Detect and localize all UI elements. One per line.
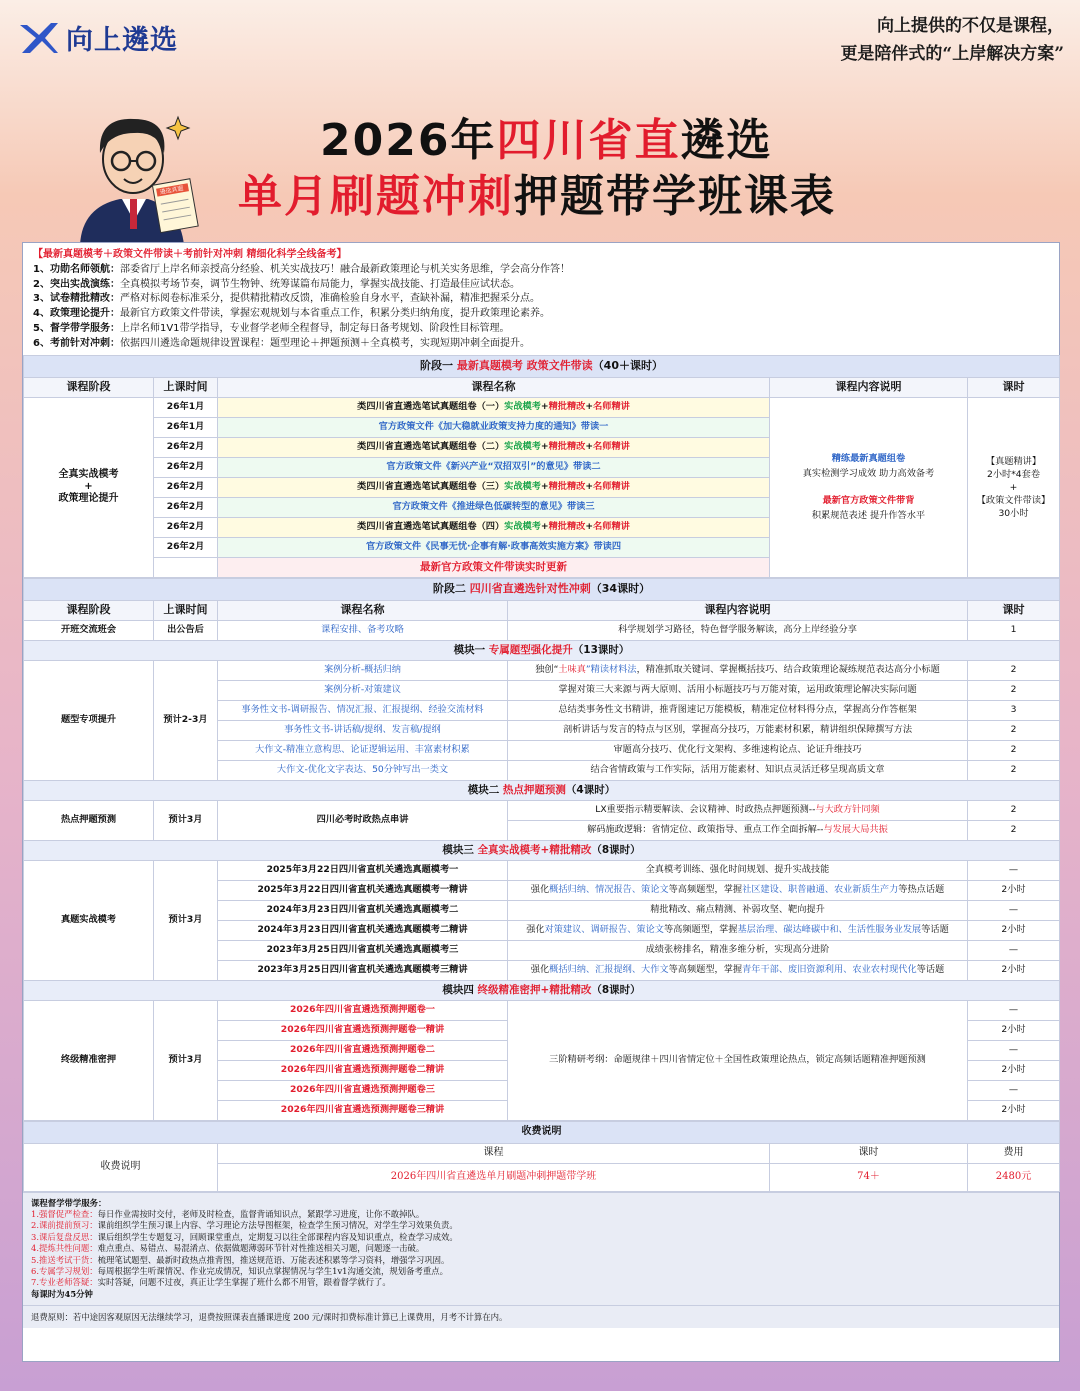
m4-row — [24, 1000, 1060, 1020]
refund-policy: 退费原则：若中途因客观原因无法继续学习，退费按照课表直播课进度 200 元/课时扣费标准计算已上课费用，月考不计算在内。 — [23, 1305, 1059, 1328]
course-name: 类四川省直遴选笔试真题组卷（一）实战模考+精批精改+名师精讲 — [218, 397, 770, 417]
course-name: 2026年四川省直遴选预测押题卷一精讲 — [218, 1020, 508, 1040]
hours: 2小时 — [968, 960, 1060, 980]
desc-b1: 最新官方政策文件带背 — [822, 495, 915, 507]
stage: 开班交流班会 — [24, 620, 154, 640]
p1: 强化 — [530, 964, 550, 976]
hours: 3 — [968, 700, 1060, 720]
note-key: 7.专业老师答疑： — [31, 1277, 98, 1288]
hours: 1 — [968, 620, 1060, 640]
note-text: 课前组织学生预习课上内容、学习理论方法导图框架，检查学生预习情况，对学生学习效果负责。 — [97, 1220, 458, 1231]
note-item — [31, 1255, 1051, 1266]
stage: 题型专项提升 — [24, 660, 154, 780]
tag-grading: 精批精改 — [548, 401, 586, 413]
open-class-row — [24, 620, 1060, 640]
course-desc — [508, 880, 968, 900]
course-desc — [508, 660, 968, 680]
phase1-row — [24, 397, 1060, 417]
note-text: 每日作业需按时交付，老师及时检查，监督背诵知识点，紧跟学习进度，让你不敢掉队。 — [97, 1208, 425, 1219]
note-text: 每周根据学生听课情况、作业完成情况，知识点掌握情况与学生1v1沟通交流，规划备考重点。 — [97, 1266, 449, 1277]
note-item — [31, 1243, 1051, 1254]
intro-item — [33, 292, 1049, 307]
note-key: 6.专属学习规划： — [31, 1266, 98, 1277]
module-hours: （8课时） — [591, 984, 641, 997]
course-name: 事务性文书-调研报告、情况汇报、汇报提纲、经验交流材料 — [218, 700, 508, 720]
desc-gap — [773, 481, 964, 493]
course-name: 2024年3月23日四川省直机关遴选真题模考二 — [218, 900, 508, 920]
time: 预计2-3月 — [154, 660, 218, 780]
fee-label: 收费说明 — [24, 1143, 218, 1191]
intro-heading: 【最新真题模考＋政策文件带读＋考前针对冲刺 精细化科学全线备考】 — [33, 249, 347, 260]
hours-line: 2小时*4套卷 — [986, 468, 1041, 480]
p2: 等高频题型，掌握 — [664, 924, 738, 936]
fee-title: 收费说明 — [24, 1121, 1060, 1143]
course-name: 2026年四川省直遴选预测押题卷二 — [218, 1040, 508, 1060]
col-name: 课程名称 — [218, 600, 508, 620]
course-name: 官方政策文件《加大稳就业政策支持力度的通知》带读一 — [218, 417, 770, 437]
hours: 2小时 — [968, 1060, 1060, 1080]
note-text: 难点重点、易错点、易混淆点、依据做题薄弱环节针对性推送相关习题，问题逐一击破。 — [97, 1243, 425, 1254]
hours: — — [968, 900, 1060, 920]
module-label: 模块四 — [442, 984, 478, 997]
tag-mock: 实战模考 — [504, 441, 541, 453]
row-time: 26年1月 — [154, 417, 218, 437]
hours: 2 — [968, 660, 1060, 680]
module-header-m1 — [24, 640, 1060, 660]
intro-item-text: 严格对标阅卷标准采分，提供精批精改反馈，准确检验自身水平，查缺补漏，精准把握采分点。 — [119, 293, 540, 305]
p3: 等话题 — [921, 924, 949, 936]
col-name: 课程名称 — [218, 377, 770, 397]
hours: — — [968, 940, 1060, 960]
intro-item-key: 4、政策理论提升： — [33, 308, 120, 320]
course-desc: 全真模考训练、强化时间规划、提升实战技能 — [508, 860, 968, 880]
hours-line: 30小时 — [998, 507, 1029, 519]
module-header-m3 — [24, 840, 1060, 860]
p3: 等话题 — [916, 964, 945, 976]
note-text: 课后组织学生专题复习，回顾课堂重点，定期复习以往全部课程内容及知识重点，检查学习成效。 — [97, 1231, 458, 1242]
intro-item — [33, 278, 1049, 293]
intro-block — [23, 243, 1059, 355]
desc-a1: 精练最新真题组卷 — [831, 453, 906, 465]
course-name: 2026年四川省直遴选预测押题卷三 — [218, 1080, 508, 1100]
course-desc: 结合省情政策与工作实际，活用万能素材、知识点灵活迁移呈现高质文章 — [508, 760, 968, 780]
course-desc — [508, 920, 968, 940]
notes-list — [31, 1209, 1051, 1289]
note-key: 2.课前提前预习： — [31, 1220, 98, 1231]
tag-mock: 实战模考 — [504, 481, 541, 493]
p2: 等高频题型，掌握 — [668, 884, 743, 896]
fee-col-hours: 课时 — [770, 1143, 968, 1163]
slogan — [840, 12, 1064, 68]
hours: — — [968, 1080, 1060, 1100]
p1: 强化 — [530, 884, 550, 896]
title-year: 2026年 — [320, 115, 497, 166]
b1: 概括归纳、情况报告、策论文 — [549, 884, 669, 896]
intro-item-key: 2、突出实战演练： — [33, 278, 120, 290]
b2: 基层治理、碳达峰碳中和、生活性服务业发展 — [737, 924, 922, 936]
col-hours: 课时 — [968, 600, 1060, 620]
tag-lecture: 名师精讲 — [593, 481, 630, 493]
tag-mock: 实战模考 — [504, 401, 541, 413]
fee-col-course: 课程 — [218, 1143, 770, 1163]
phase1-stage — [24, 397, 154, 577]
desc-mid: ”精读材料法 — [585, 664, 637, 676]
tag-grading: 精批精改 — [548, 481, 586, 493]
row-time: 26年1月 — [154, 397, 218, 417]
module-name: 专属题型强化提升 — [488, 644, 573, 657]
title-exam: 遴选 — [680, 115, 773, 166]
title-course: 单月刷题冲刺 — [238, 171, 514, 222]
course-name: 类四川省直遴选笔试真题组卷（三）实战模考+精批精改+名师精讲 — [218, 477, 770, 497]
course-name: 类四川省直遴选笔试真题组卷（二）实战模考+精批精改+名师精讲 — [218, 437, 770, 457]
hours: 2 — [968, 760, 1060, 780]
intro-item-text: 部委省厅上岸名师亲授高分经验、机关实战技巧！融合最新政策理论与机关实务思维，学会高分作答！ — [119, 263, 570, 275]
course-desc: 成绩张榜排名，精准多维分析，实现高分进阶 — [508, 940, 968, 960]
module-title — [24, 780, 1060, 800]
intro-item-key: 6、考前针对冲刺： — [33, 337, 120, 349]
module-title — [24, 980, 1060, 1000]
desc-pre: 独创“ — [535, 664, 559, 676]
fee-course: 2026年四川省直遴选单月刷题冲刺押题带学班 — [218, 1163, 770, 1191]
fee-col-price: 费用 — [968, 1143, 1060, 1163]
course-name-update: 最新官方政策文件带读实时更新 — [218, 557, 770, 577]
hours-line: 【真题精讲】 — [985, 455, 1042, 467]
course-name: 官方政策文件《新兴产业“双招双引”的意见》带读二 — [218, 457, 770, 477]
hours: 2小时 — [968, 880, 1060, 900]
course-name: 类四川省直遴选笔试真题组卷（四）实战模考+精批精改+名师精讲 — [218, 517, 770, 537]
note-key: 4.提炼共性问题： — [31, 1243, 98, 1254]
course-desc: 剖析讲话与发言的特点与区别，掌握高分技巧，万能素材积累，精讲组织保障撰写方法 — [508, 720, 968, 740]
main-title-line-1 — [320, 104, 772, 168]
exam-title: 类四川省直遴选笔试真题组卷（四） — [357, 521, 505, 533]
module-hours: （13课时） — [572, 644, 630, 657]
course-name: 官方政策文件《民事无忧·企事有解·政事高效实施方案》带读四 — [218, 537, 770, 557]
module-label: 模块三 — [442, 844, 478, 857]
exam-title: 类四川省直遴选笔试真题组卷（二） — [357, 441, 505, 453]
note-item — [31, 1277, 1051, 1288]
phase2-table — [23, 578, 1060, 1121]
slogan-line-2: 更是陪伴式的“上岸解决方案” — [840, 44, 1064, 64]
desc-a2: 真实检测学习成效 助力高效备考 — [802, 468, 935, 480]
intro-item-key: 3、试卷精批精改： — [33, 293, 120, 305]
p1: 强化 — [526, 924, 545, 936]
module-name: 全真实战模考+精批精改 — [477, 844, 592, 857]
intro-list — [33, 263, 1049, 352]
col-stage: 课程阶段 — [24, 377, 154, 397]
hours: 2小时 — [968, 1020, 1060, 1040]
time: 预计3月 — [154, 800, 218, 840]
tag-lecture: 名师精讲 — [593, 401, 630, 413]
note-key: 5.推送考试干货： — [31, 1254, 98, 1265]
module-label: 模块二 — [467, 784, 503, 797]
intro-item-text: 全真模拟考场节奏，调节生物钟、统筹谋篇布局能力，掌握实战技能、打造最佳应试状态。 — [119, 278, 520, 290]
stage: 热点押题预测 — [24, 800, 154, 840]
col-desc: 课程内容说明 — [770, 377, 968, 397]
row-time: 26年2月 — [154, 437, 218, 457]
intro-item — [33, 307, 1049, 322]
hours: — — [968, 860, 1060, 880]
course-name: 案例分析-对策建议 — [218, 680, 508, 700]
intro-item-text: 上岸名师1V1带学指导，专业督学老师全程督导，制定每日备考规划、阶段性目标管理。 — [119, 322, 510, 334]
tag-lecture: 名师精讲 — [593, 521, 630, 533]
module-hours: （8课时） — [591, 844, 641, 857]
tag-lecture: 名师精讲 — [593, 441, 630, 453]
desc-b2: 积累规范表述 提升作答水平 — [811, 510, 926, 522]
desc: 科学规划学习路径，特色督学服务解读，高分上岸经验分享 — [508, 620, 968, 640]
course-desc — [508, 800, 968, 820]
intro-item-text: 最新官方政策文件带读，掌握宏观规划与本省重点工作，积累分类归纳角度，提升政策理论素养。 — [119, 308, 550, 320]
time: 出公告后 — [154, 620, 218, 640]
title-region: 四川省直 — [496, 115, 681, 166]
exam-title: 类四川省直遴选笔试真题组卷（三） — [357, 481, 505, 493]
row-time: 26年2月 — [154, 517, 218, 537]
course-name: 2026年四川省直遴选预测押题卷一 — [218, 1000, 508, 1020]
time: 预计3月 — [154, 1000, 218, 1120]
note-item — [31, 1209, 1051, 1220]
course-name: 2023年3月25日四川省直机关遴选真题模考三精讲 — [218, 960, 508, 980]
main-title-line-2 — [238, 160, 836, 224]
phase1-hours — [968, 397, 1060, 577]
module-header-m2 — [24, 780, 1060, 800]
course-desc: 掌握对策三大来源与两大原则、活用小标题技巧与万能对策，运用政策理论解决实际问题 — [508, 680, 968, 700]
intro-item-key: 5、督学带学服务： — [33, 322, 120, 334]
service-notes — [23, 1192, 1059, 1306]
b1: 对策建议、调研报告、策论文 — [544, 924, 664, 936]
col-time: 上课时间 — [154, 600, 218, 620]
time: 预计3月 — [154, 860, 218, 980]
course-name: 2025年3月22日四川省直机关遴选真题模考一精讲 — [218, 880, 508, 900]
phase1-table — [23, 355, 1060, 578]
phase1-title: 阶段一 最新真题模考 政策文件带读（40＋课时） — [24, 355, 1060, 377]
note-key: 3.课后复盘反思： — [31, 1231, 98, 1242]
p3: 等热点话题 — [898, 884, 945, 896]
col-desc: 课程内容说明 — [508, 600, 968, 620]
note-key: 1.强督促严检查： — [31, 1208, 98, 1219]
intro-item — [33, 263, 1049, 278]
course-name: 事务性文书-讲话稿/提纲、发言稿/提纲 — [218, 720, 508, 740]
row-time: 26年2月 — [154, 477, 218, 497]
stage: 真题实战模考 — [24, 860, 154, 980]
desc-main: LX重要指示精要解读、会议精神、时政热点押题预测-- — [595, 804, 816, 816]
intro-item — [33, 337, 1049, 352]
intro-item — [33, 322, 1049, 337]
row-time: 26年2月 — [154, 457, 218, 477]
desc-tag: 与发展大局共振 — [823, 824, 888, 836]
module-name: 终级精准密押+精批精改 — [477, 984, 592, 997]
stage: 终级精准密押 — [24, 1000, 154, 1120]
b2: 青年干部、废旧资源利用、农业农村现代化 — [742, 964, 917, 976]
note-text: 梳理笔试题型、最新时政热点推背图，推送规范语、万能表述积累等学习资料，增强学习巩固。 — [97, 1254, 450, 1265]
note-item — [31, 1266, 1051, 1277]
intro-item-key: 1、功勋名师领航： — [33, 263, 120, 275]
row-time: 26年2月 — [154, 497, 218, 517]
schedule-sheet — [22, 242, 1060, 1362]
course-name: 2026年四川省直遴选预测押题卷二精讲 — [218, 1060, 508, 1080]
course-name: 2023年3月25日四川省直机关遴选真题模考三 — [218, 940, 508, 960]
hours: 2 — [968, 820, 1060, 840]
b1: 概括归纳、汇报提纲、大作文 — [549, 964, 669, 976]
note-item — [31, 1220, 1051, 1231]
stage-plus: + — [84, 481, 93, 493]
fee-price: 2480元 — [968, 1163, 1060, 1191]
brand-logo — [18, 18, 178, 57]
title-schedule: 押题带学班课表 — [514, 171, 836, 222]
hours: — — [968, 1000, 1060, 1020]
hours: 2小时 — [968, 920, 1060, 940]
stage-line-a: 全真实战模考 — [58, 469, 119, 481]
module-hours: （4课时） — [565, 784, 616, 797]
m2-row — [24, 800, 1060, 820]
course-name: 大作文-优化文字表达、50分钟写出一类文 — [218, 760, 508, 780]
course-name: 大作文-精准立意构思、论证逻辑运用、丰富素材积累 — [218, 740, 508, 760]
hours: 2 — [968, 740, 1060, 760]
tag-grading: 精批精改 — [548, 521, 586, 533]
brand-name: 向上遴选 — [66, 25, 178, 56]
course-name: 2024年3月23日四川省直机关遴选真题模考二精讲 — [218, 920, 508, 940]
course-desc — [508, 960, 968, 980]
p2: 等高频题型，掌握 — [668, 964, 743, 976]
hours-line: + — [1009, 481, 1018, 493]
notes-heading: 课程督学带学服务： — [31, 1197, 107, 1208]
hours: 2 — [968, 680, 1060, 700]
course-name: 2025年3月22日四川省直机关遴选真题模考一 — [218, 860, 508, 880]
note-text: 实时答疑，问题不过夜，真正让学生掌握了班什么都不用管，跟着督学就行了。 — [97, 1277, 391, 1288]
teacher-illustration — [60, 95, 200, 245]
fee-table — [23, 1121, 1060, 1192]
desc-tag: 与大政方针同频 — [815, 804, 880, 816]
fee-hours: 74＋ — [770, 1163, 968, 1191]
desc-highlight: 土味真 — [558, 664, 586, 676]
course-desc: 三阶精研考纲：命题规律＋四川省情定位＋全国性政策理论热点，锁定高频话题精准押题预测 — [508, 1000, 968, 1120]
module-label: 模块一 — [453, 644, 489, 657]
name: 课程安排、备考攻略 — [218, 620, 508, 640]
row-time-empty — [154, 557, 218, 577]
course-name: 案例分析-概括归纳 — [218, 660, 508, 680]
module-title — [24, 840, 1060, 860]
note-item — [31, 1232, 1051, 1243]
col-stage: 课程阶段 — [24, 600, 154, 620]
col-hours: 课时 — [968, 377, 1060, 397]
phase2-title: 阶段二 四川省直遴选针对性冲刺（34课时） — [24, 578, 1060, 600]
hero-card-label: 遴选真题 — [159, 185, 185, 197]
notes-footer: 每课时为45分钟 — [31, 1288, 93, 1299]
course-desc — [508, 820, 968, 840]
module-name: 热点押题预测 — [502, 784, 566, 797]
course-name: 四川必考时政热点串讲 — [218, 800, 508, 840]
phase1-desc — [770, 397, 968, 577]
module-title — [24, 640, 1060, 660]
intro-item-text: 依据四川遴选命题规律设置课程：题型理论＋押题预测＋全真模考，实现短期冲刺全面提升。 — [119, 337, 530, 349]
hours: 2小时 — [968, 1100, 1060, 1120]
desc-main: 解码施政逻辑：省情定位、政策指导、重点工作全面拆解-- — [587, 824, 824, 836]
row-time: 26年2月 — [154, 537, 218, 557]
tag-grading: 精批精改 — [548, 441, 586, 453]
hours-line: 【政策文件带读】 — [976, 494, 1051, 506]
hours: 2 — [968, 800, 1060, 820]
course-name: 2026年四川省直遴选预测押题卷三精讲 — [218, 1100, 508, 1120]
module-header-m4 — [24, 980, 1060, 1000]
hours: — — [968, 1040, 1060, 1060]
course-desc: 总结类事务性文书精讲，推背图速记万能模板，精准定位材料得分点，掌握高分作答框架 — [508, 700, 968, 720]
logo-x-icon — [18, 21, 60, 55]
m1-row — [24, 660, 1060, 680]
m3-row — [24, 860, 1060, 880]
exam-title: 类四川省直遴选笔试真题组卷（一） — [357, 401, 505, 413]
hours: 2 — [968, 720, 1060, 740]
desc-post: ，精准抓取关键词、掌握概括技巧、结合政策理论凝练规范表达高分小标题 — [636, 664, 940, 676]
course-desc: 精批精改、痛点精测、补弱攻坚、靶向提升 — [508, 900, 968, 920]
tag-mock: 实战模考 — [504, 521, 541, 533]
course-desc: 审题高分技巧、优化行文架构、多维速构论点、论证升维技巧 — [508, 740, 968, 760]
b2: 社区建设、职普融通、农业新质生产力 — [742, 884, 899, 896]
course-name: 官方政策文件《推进绿色低碳转型的意见》带读三 — [218, 497, 770, 517]
col-time: 上课时间 — [154, 377, 218, 397]
stage-line-b: 政策理论提升 — [58, 493, 119, 505]
slogan-line-1: 向上提供的不仅是课程， — [877, 16, 1064, 36]
